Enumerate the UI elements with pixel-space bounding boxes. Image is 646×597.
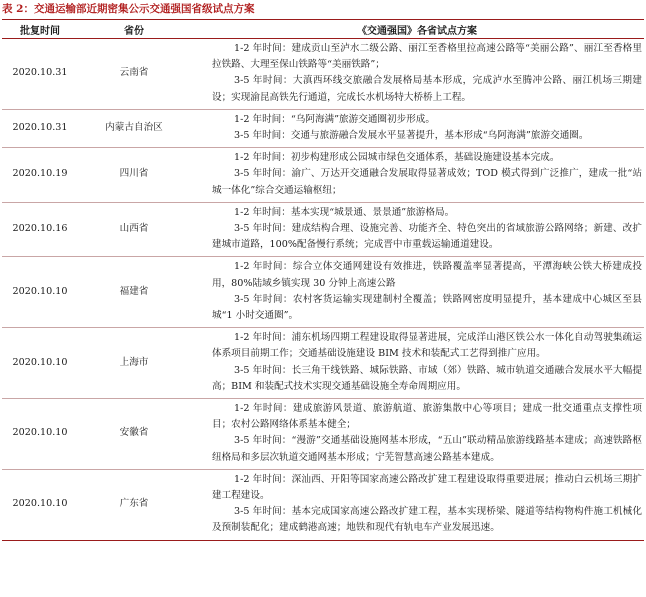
table-row [2,148,644,203]
plan-item: 1-2 年时间：浦东机场四期工程建设取得显著进展，完成洋山港区铁公水一体化自动驾驶集疏运体系项目前期工作；交通基础设施建设 BIM 技术和装配式工艺得到推广应用。 [212,332,642,360]
table-body [2,39,644,541]
approval-date-cell: 2020.10.31 [12,121,68,133]
plan-item: 3-5 年时间：交通与旅游融合发展水平显著提升，基本形成“乌阿海满”旅游交通圈。 [234,130,589,142]
approval-date-cell: 2020.10.31 [12,67,68,79]
plan-item: 3-5 年时间：基本完成国家高速公路改扩建工程，基本实现桥梁、隧道等结构物构件施工机械化及预制装配化；建成鹤港高速；地铁和现代有轨电车产业发展迅速。 [212,506,642,534]
header-pilot-plan: 《交通强国》各省试点方案 [357,25,477,37]
plan-item: 1-2 年时间：建成旅游风景道、旅游航道、旅游集散中心等项目；建成一批交通重点支撑性项目；农村公路网络体系基本健全； [212,403,642,431]
pilot-plan-cell [190,109,644,147]
table-title: 表 2：交通运输部近期密集公示交通强国省级试点方案 [2,3,255,15]
pilot-plan-cell [190,257,644,328]
pilot-plan-cell [190,39,644,110]
province-cell: 上海市 [119,356,149,368]
table-row [2,399,644,470]
pilot-plan-cell [190,399,644,470]
province-cell: 四川省 [119,168,149,180]
approval-date-cell: 2020.10.10 [12,427,68,439]
plan-item: 3-5 年时间：“漫游”交通基础设施网基本形成，“五山”联动精品旅游线路基本建成；高速铁路枢纽格局和多层次轨道交通网基本形成；宁芜智慧高速公路基本建成。 [212,435,642,463]
pilot-plan-cell [190,469,644,540]
table-row [2,202,644,257]
pilot-plan-cell [190,202,644,257]
table-row [2,257,644,328]
plan-item: 3-5 年时间：长三角干线铁路、城际铁路、市域（郊）铁路、城市轨道交通融合发展水平大幅提高；BIM 和装配式技术实现交通基础设施全寿命周期应用。 [212,364,642,392]
plan-item: 3-5 年时间：大滇西环线交旅融合发展格局基本形成，完成泸水至腾冲公路、丽江机场三期建设；实现渝昆高铁先行通道，完成长水机场特大桥桥上工程。 [212,75,642,103]
province-cell: 广东省 [119,498,149,510]
table-row [2,469,644,540]
plan-item: 1-2 年时间：基本实现“城景通、景景通”旅游格局。 [234,206,455,218]
header-province: 省份 [124,25,144,37]
approval-date-cell: 2020.10.10 [12,498,68,510]
province-cell: 云南省 [119,67,149,79]
table-header [2,20,644,39]
approval-date-cell: 2020.10.16 [12,223,68,235]
pilot-plan-table [2,19,644,541]
pilot-plan-cell [190,328,644,399]
table-row [2,109,644,147]
pilot-plan-cell [190,148,644,203]
plan-item: 1-2 年时间：深汕西、开阳等国家高速公路改扩建工程建设取得重要进展；推动白云机场三期扩建工程建设。 [212,473,642,502]
approval-date-cell: 2020.10.10 [12,356,68,368]
plan-item: 1-2 年时间：建成贡山至泸水二级公路、丽江至香格里拉高速公路等“美丽公路”、丽江至香格里拉铁路、大理至保山铁路等“美丽铁路”； [212,43,642,71]
table-row [2,39,644,110]
approval-date-cell: 2020.10.10 [12,285,68,297]
plan-item: 3-5 年时间：建成结构合理、设施完善、功能齐全、特色突出的省域旅游公路网络；新建、改扩建城市道路，100%配备慢行系统；完成晋中市重载运输通道建设。 [212,223,642,251]
table-row [2,328,644,399]
approval-date-cell: 2020.10.19 [12,168,68,180]
province-cell: 内蒙古自治区 [105,121,163,133]
province-cell: 安徽省 [119,427,149,439]
plan-item: 3-5 年时间：渝广、万达开交通融合发展取得显著成效；TOD 模式得到广泛推广，建成一批“站城一体化”综合交通运输枢纽； [212,168,642,196]
plan-item: 3-5 年时间：农村客货运输实现建制村全覆盖；铁路网密度明显提升，基本建成中心城区至县城“1 小时交通圈”。 [212,293,642,322]
province-cell: 山西省 [119,223,149,235]
header-approval-date: 批复时间 [20,25,60,37]
province-cell: 福建省 [119,285,149,297]
plan-item: 1-2 年时间：综合立体交通网建设有效推进，铁路覆盖率显著提高，平潭海峡公铁大桥建成投用，80%陆域乡镇实现 30 分钟上高速公路 [212,261,642,289]
plan-item: 1-2 年时间：初步构建形成公园城市绿色交通体系，基础设施建设基本完成。 [234,152,560,164]
plan-item: 1-2 年时间：“乌阿海满”旅游交通圈初步形成。 [234,113,435,125]
